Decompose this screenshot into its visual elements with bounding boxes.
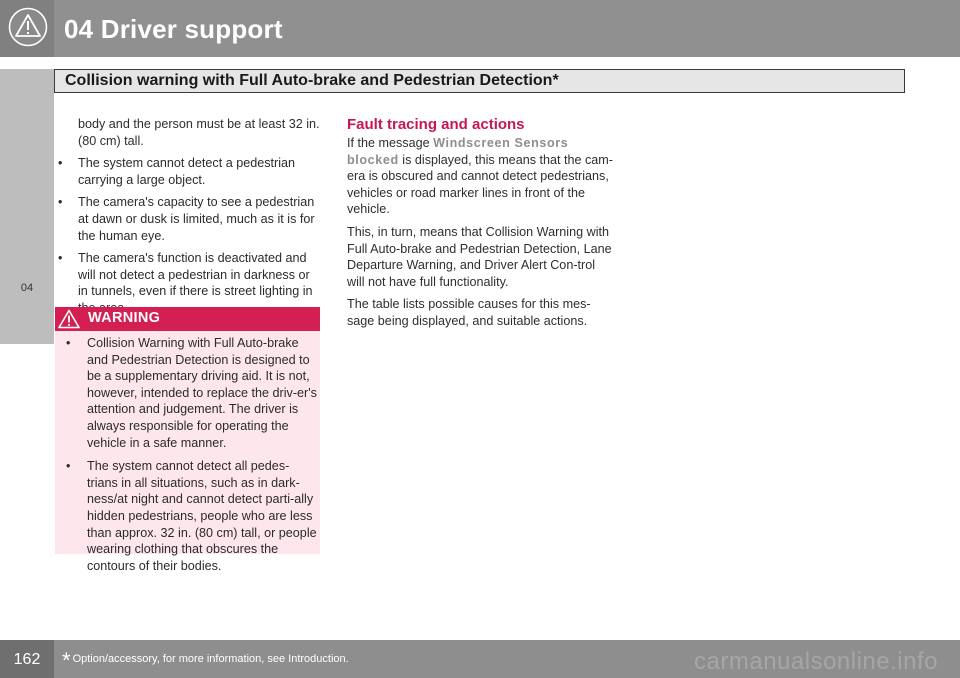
continuation-text: body and the person must be at least 32 in. (80 cm) tall. bbox=[78, 117, 320, 148]
section-title: Collision warning with Full Auto-brake and Pedestrian Detection* bbox=[65, 72, 559, 89]
paragraph: This, in turn, means that Collision Warning with Full Auto-brake and Pedestrian Detection, Lane Departure Warning, and Driver Alert Con-trol will not have full functionality. bbox=[347, 224, 612, 289]
paragraph bbox=[347, 135, 615, 218]
footnote bbox=[62, 648, 349, 674]
right-column bbox=[347, 116, 615, 336]
list-item-text: Collision Warning with Full Auto-brake and Pedestrian Detection is designed to be a supplementary driving aid. It is not, however, intended to replace the driv-er's attention and judgement. The driver is always responsible for operating the vehicle in a safe manner. bbox=[87, 336, 317, 450]
bullet-glyph: • bbox=[66, 459, 71, 474]
warning-body bbox=[63, 335, 318, 581]
fault-tracing-heading: Fault tracing and actions bbox=[347, 116, 525, 133]
warning-label: WARNING bbox=[88, 310, 161, 326]
section-header bbox=[54, 69, 905, 93]
left-column bbox=[55, 116, 320, 323]
chapter-icon-box bbox=[0, 0, 54, 57]
paragraph-text: is displayed, this means that the cam-era is obscured and cannot detect pedestrians, vehicles or road marker lines in front of the vehicle. bbox=[347, 152, 613, 217]
page-number: 162 bbox=[13, 651, 41, 668]
list-item-text: The system cannot detect a pedestrian carrying a large object. bbox=[78, 156, 296, 187]
list-item-text: The camera's capacity to see a pedestrian at dawn or dusk is limited, much as it is for the human eye. bbox=[78, 195, 315, 243]
warning-triangle-icon bbox=[8, 7, 48, 47]
bullet-glyph: • bbox=[66, 336, 71, 350]
footnote-star: * bbox=[62, 648, 71, 673]
watermark: carmanualsonline.info bbox=[694, 648, 938, 675]
paragraph: The table lists possible causes for this mes-sage being displayed, and suitable actions. bbox=[347, 297, 591, 328]
footnote-text: Option/accessory, for more information, see Introduction. bbox=[72, 653, 349, 665]
warning-header bbox=[55, 307, 320, 331]
warning-box bbox=[55, 307, 320, 573]
paragraph-text: If the message bbox=[347, 136, 434, 150]
display-message: Windscreen Sensors blocked bbox=[347, 136, 569, 167]
list-item-text: The camera's function is deactivated and will not detect a pedestrian in darkness or in tunnels, even if there is street lighting in bbox=[78, 251, 313, 299]
chapter-side-tab bbox=[0, 69, 54, 344]
bullet-glyph: • bbox=[58, 251, 63, 266]
page-footer bbox=[0, 640, 960, 678]
list-item bbox=[55, 155, 320, 188]
chapter-title: 04 Driver support bbox=[64, 14, 283, 44]
chapter-tab-label: 04 bbox=[20, 282, 34, 294]
list-item bbox=[63, 458, 318, 574]
list-item bbox=[63, 335, 318, 451]
warning-triangle-icon bbox=[58, 309, 80, 329]
bullet-glyph: • bbox=[58, 195, 63, 210]
page-number-box bbox=[0, 640, 54, 678]
list-item-text: The system cannot detect all pedes-trians in all situations, such as in dark-ness/at night and cannot detect parti-ally hidden pedestrians, people who are less than approx. 32 in. (80 cm) tall, or people wearing clothing that obscures the contours of their bodies. bbox=[87, 459, 317, 573]
bullet-glyph: • bbox=[58, 156, 63, 171]
list-item bbox=[55, 194, 320, 244]
chapter-header bbox=[0, 0, 960, 57]
